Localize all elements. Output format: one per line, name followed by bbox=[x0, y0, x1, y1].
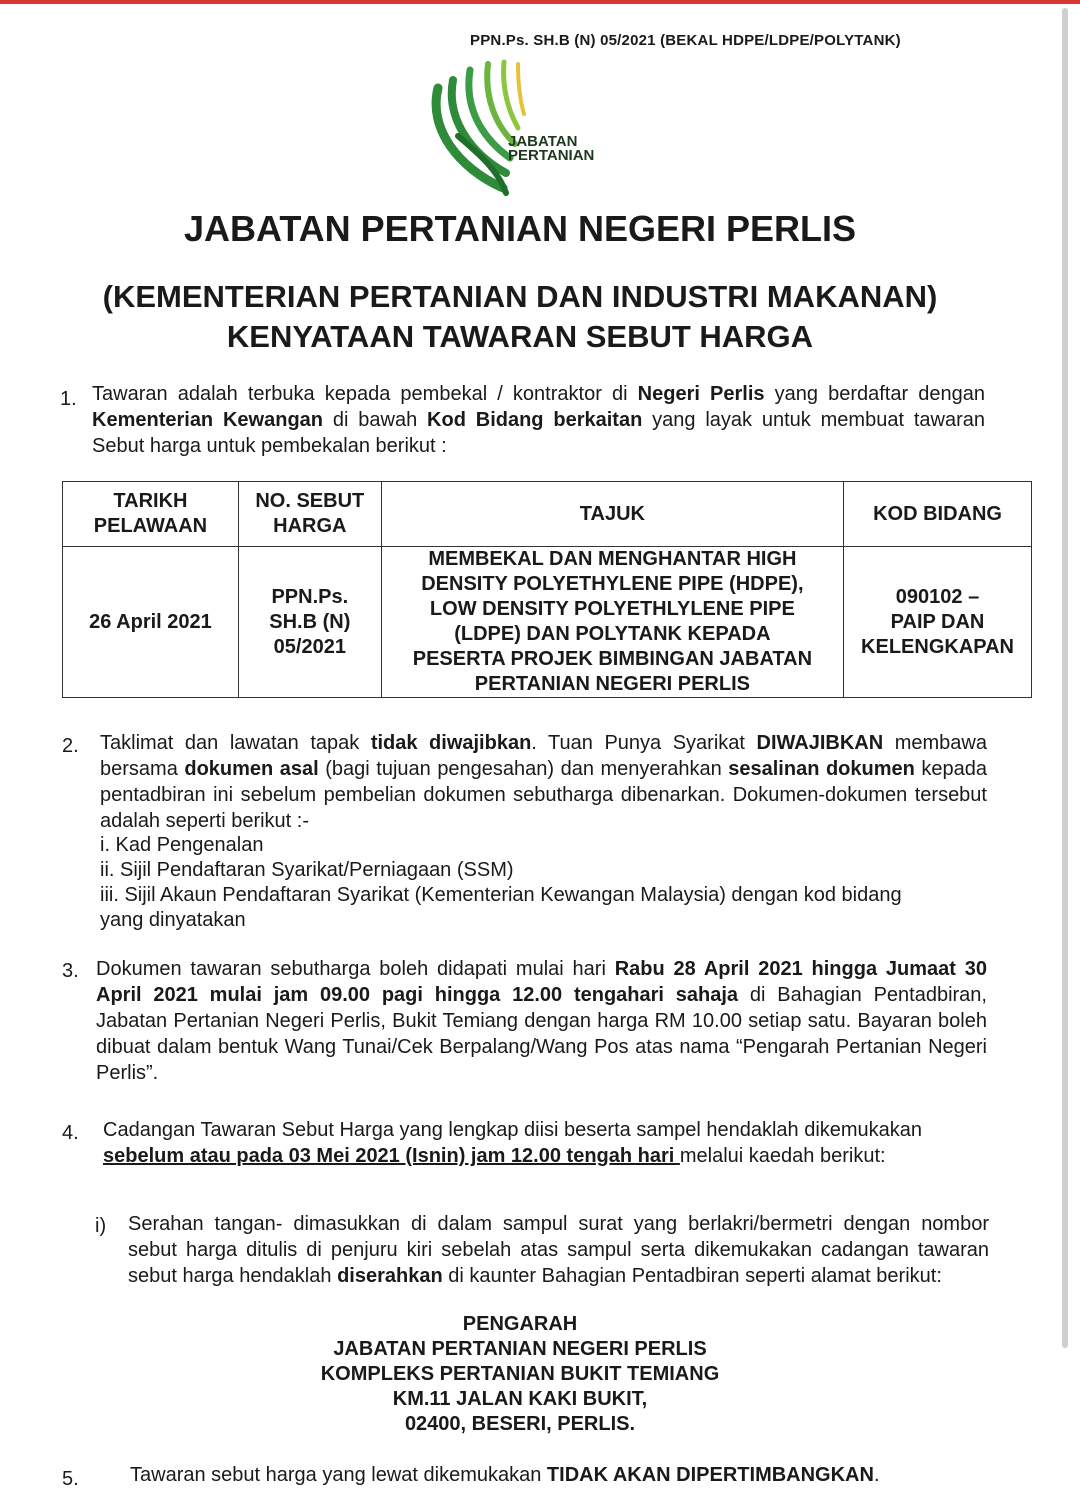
section-3-text: Dokumen tawaran sebutharga boleh didapati mulai hari Rabu 28 April 2021 hingga Jumaat 30 April 2021 mulai jam 09.00 pagi hingga 12.00 tengahari sahaja di Bahagian Pentadbiran, Jabatan Pertanian Negeri Perlis, Bukit Temiang dengan harga RM 10.00 setiap satu. Bayaran boleh dibuat dalam bentuk Wang Tunai/Cek Berpalang/Wang Pos atas nama “Pengarah Pertanian Negeri Perlis”. bbox=[96, 958, 987, 1084]
section-2-number: 2. bbox=[62, 735, 79, 757]
page-title: JABATAN PERTANIAN NEGERI PERLIS bbox=[183, 208, 857, 249]
jabatan-pertanian-logo bbox=[418, 58, 648, 198]
section-4-number: 4. bbox=[62, 1122, 79, 1144]
section-4-text: Cadangan Tawaran Sebut Harga yang lengkap diisi beserta sampel hendaklah dikemukakan sebelum atau pada 03 Mei 2021 (Isnin) jam 12.00 tengah hari melalui kaedah berikut: bbox=[103, 1119, 923, 1167]
header-title: TAJUK bbox=[381, 482, 843, 547]
reference-code: PPN.Ps. SH.B (N) 05/2021 (BEKAL HDPE/LDPE/POLYTANK) bbox=[470, 32, 901, 49]
list-item: iii. Sijil Akaun Pendaftaran Syarikat (Kementerian Kewangan Malaysia) dengan kod bidang bbox=[100, 884, 902, 906]
cell-ref: PPN.Ps. SH.B (N) 05/2021 bbox=[238, 547, 381, 698]
tender-table bbox=[62, 481, 1032, 698]
table-header-row bbox=[63, 482, 1032, 547]
ministry-heading: (KEMENTERIAN PERTANIAN DAN INDUSTRI MAKANAN) bbox=[102, 279, 938, 314]
table-row bbox=[63, 547, 1032, 698]
header-ref: NO. SEBUT HARGA bbox=[238, 482, 381, 547]
section-3-number: 3. bbox=[62, 960, 79, 982]
cell-title: MEMBEKAL DAN MENGHANTAR HIGH DENSITY POLYETHYLENE PIPE (HDPE), LOW DENSITY POLYETHLYLENE PIPE (LDPE) DAN POLYTANK KEPADA PESERTA PROJEK BIMBINGAN JABATAN PERTANIAN NEGERI PERLIS bbox=[381, 547, 843, 698]
header-code: KOD BIDANG bbox=[844, 482, 1032, 547]
section-5-number: 5. bbox=[62, 1468, 79, 1490]
section-1-number: 1. bbox=[60, 388, 77, 410]
list-item: ii. Sijil Pendaftaran Syarikat/Perniagaan (SSM) bbox=[100, 859, 514, 881]
section-2-text: Taklimat dan lawatan tapak tidak diwajibkan. Tuan Punya Syarikat DIWAJIBKAN membawa bersama dokumen asal (bagi tujuan pengesahan) dan menyerahkan sesalinan dokumen kepada pentadbiran ini sebelum pembelian dokumen sebutharga dibenarkan. Dokumen-dokumen tersebut adalah seperti berikut :- bbox=[100, 732, 988, 832]
list-item: i. Kad Pengenalan bbox=[100, 834, 264, 856]
section-2-document-list bbox=[100, 833, 902, 933]
section-5-text: Tawaran sebut harga yang lewat dikemukakan TIDAK AKAN DIPERTIMBANGKAN. bbox=[130, 1464, 880, 1486]
section-4-subitem-text: Serahan tangan- dimasukkan di dalam sampul surat yang berlakri/bermetri dengan nombor sebut harga ditulis di penjuru kiri sebelah atas sampul serta dikemukakan cadangan tawaran sebut harga hendaklah diserahkan di kaunter Bahagian Pentadbiran seperti alamat berikut: bbox=[128, 1213, 989, 1287]
cell-date: 26 April 2021 bbox=[63, 547, 239, 698]
scrollbar[interactable] bbox=[1062, 8, 1068, 1348]
section-4-subitem-number: i) bbox=[95, 1215, 107, 1237]
cell-code: 090102 – PAIP DAN KELENGKAPAN bbox=[844, 547, 1032, 698]
notice-subtitle: KENYATAAN TAWARAN SEBUT HARGA bbox=[226, 319, 814, 354]
logo-wordmark: JABATAN PERTANIAN bbox=[508, 133, 595, 164]
list-item: yang dinyatakan bbox=[100, 909, 246, 931]
top-border-line bbox=[0, 0, 1080, 4]
submission-address: PENGARAH JABATAN PERTANIAN NEGERI PERLIS KOMPLEKS PERTANIAN BUKIT TEMIANG KM.11 JALAN KAKI BUKIT, 02400, BESERI, PERLIS. bbox=[320, 1313, 720, 1435]
section-1-text: Tawaran adalah terbuka kepada pembekal / kontraktor di Negeri Perlis yang berdaftar dengan Kementerian Kewangan di bawah Kod Bidang berkaitan yang layak untuk membuat tawaran Sebut harga untuk pembekalan berikut : bbox=[92, 383, 985, 457]
header-date: TARIKH PELAWAAN bbox=[63, 482, 239, 547]
